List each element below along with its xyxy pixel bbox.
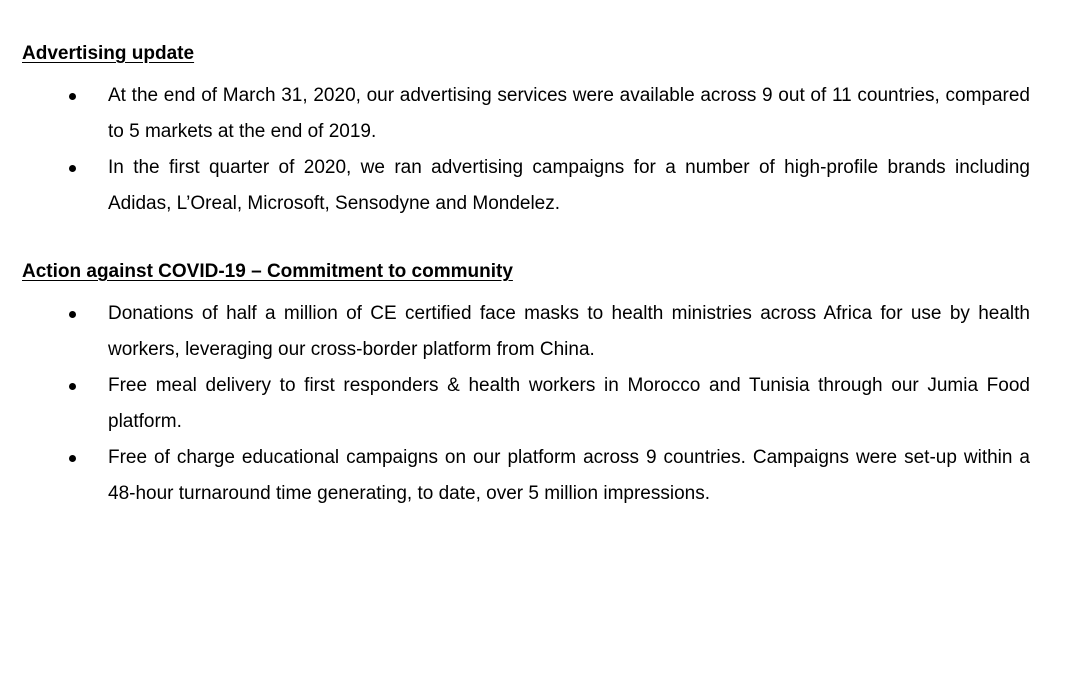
- advertising-section: [22, 42, 1030, 222]
- covid-heading: Action against COVID-19 – Commitment to community: [22, 261, 513, 282]
- bullet-item: [22, 296, 1030, 368]
- bullet-icon: [69, 311, 76, 318]
- bullet-item: [22, 368, 1030, 440]
- advertising-heading: Advertising update: [22, 43, 195, 64]
- bullet-text: Donations of half a million of CE certified face masks to health ministries across Africa for use by health workers, leveraging our cross-border platform from China.: [108, 303, 1030, 360]
- covid-bullet-list: [22, 296, 1030, 512]
- bullet-item: [22, 150, 1030, 222]
- bullet-text: Free of charge educational campaigns on our platform across 9 countries. Campaigns were set-up within a 48-hour turnaround time generating, to date, over 5 million impressions.: [108, 447, 1030, 504]
- covid-section: [22, 260, 1030, 512]
- bullet-item: [22, 78, 1030, 150]
- bullet-icon: [69, 383, 76, 390]
- bullet-text: At the end of March 31, 2020, our advertising services were available across 9 out of 11 countries, compared to 5 markets at the end of 2019.: [108, 85, 1030, 142]
- bullet-icon: [69, 93, 76, 100]
- bullet-icon: [69, 165, 76, 172]
- bullet-icon: [69, 455, 76, 462]
- bullet-text: Free meal delivery to first responders & health workers in Morocco and Tunisia through our Jumia Food platform.: [108, 375, 1030, 432]
- bullet-item: [22, 440, 1030, 512]
- advertising-bullet-list: [22, 78, 1030, 222]
- bullet-text: In the first quarter of 2020, we ran advertising campaigns for a number of high-profile brands including Adidas, L’Oreal, Microsoft, Sensodyne and Mondelez.: [108, 157, 1030, 214]
